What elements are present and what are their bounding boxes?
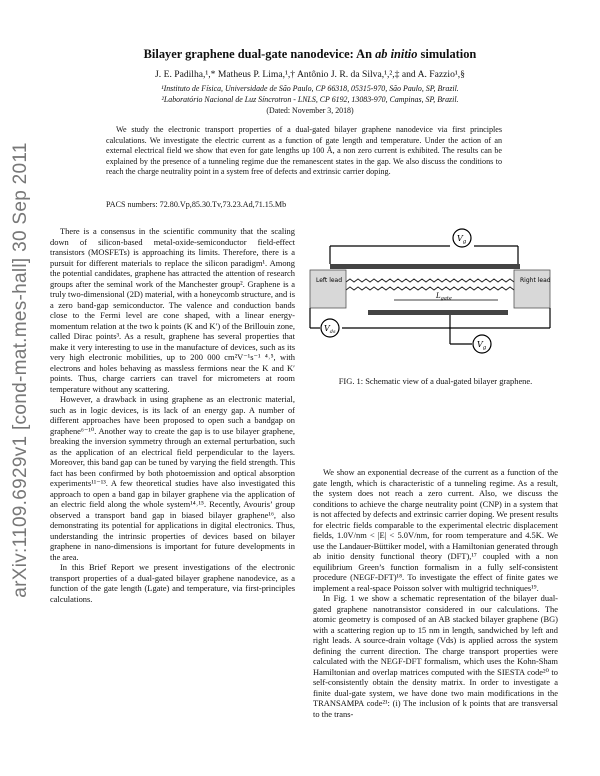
column-left [50, 226, 295, 604]
paragraph: In this Brief Report we present investigations of the electronic transport properties of a dual-gated bilayer graphene nanodevice, as a function of the gate length (Lgate) and temperature, via first-principles calculations. [50, 562, 295, 604]
figure-caption: FIG. 1: Schematic view of a dual-gated bilayer graphene. [338, 376, 533, 386]
authors: J. E. Padilha,¹,* Matheus P. Lima,¹,† Antônio J. R. da Silva,¹,²,‡ and A. Fazzio¹,§ [155, 69, 465, 80]
paragraph: However, a drawback in using graphene as an electronic material, such as in logic devices, is its lack of an energy gap. A number of different approaches have been proposed to open such a bandgap on graphene⁶⁻¹⁰. Another way to create the gap is to use bilayer graphene, breaking the inversion symmetry through an external perturbation, such as the application of an electrical field perpendicular to the layers. Moreover, this band gap can be tuned by varying the field strength. This fact has been confirmed by both photoemission and optical absorption experiments¹¹⁻¹³. A few theoretical studies have also investigated this approach to open a band gap in bilayer graphene via the application of an electric field along the whole system¹⁴˒¹⁵. Recently, Avouris’ group observed a transport band gap in biased bilayer graphene¹⁶, also demonstrating its potential for applications in digital electronics. Thus, understanding the intrinsic properties of devices based on bilayer graphene in nano-dimensions is important for future developments in the area. [50, 394, 295, 562]
paragraph: In Fig. 1 we show a schematic representation of the bilayer dual-gated graphene nanotransistor considered in our calculations. The atomic geometry is composed of an AB stacked bilayer graphene (BG) with a scattering region up to 15 nm in length, sandwiched by left and right leads. A source-drain voltage (Vds) is applied across the system defining the current direction. The charge transport properties were calculated with the NEGF-DFT formalism, which uses the Kohn-Sham Hamiltonian and overlap matrices computed with the SIESTA code²⁰ to self-consistently obtain the density matrix. In order to investigate a finite dual-gate system, we have done two main modifications in the TRANSAMPA code²¹: (i) The inclusion of k points that are transversal to the trans- [313, 593, 558, 719]
top-gate-plate [330, 264, 520, 269]
device-schematic-figure [302, 224, 564, 356]
vg-top-label: $V_g$ [457, 234, 467, 245]
bottom-gate-plate [368, 310, 508, 315]
right-lead [514, 270, 550, 308]
pacs-numbers: PACS numbers: 72.80.Vp,85.30.Tv,73.23.Ad,71.15.Mb [106, 200, 287, 209]
abstract: We study the electronic transport properties of a dual-gated bilayer graphene nanodevice via first principles calculations. We investigate the electric current as a function of gate length and temperature. Under the action of an external electrical field we show that even for gate lengths up 100 Å, a non zero current is exhibited. The results can be explained by the presence of a tunneling regime due the remanescent states in the gap. We also discuss the conditions to reach the charge neutrality point in a system free of defects and extrinsic carrier doping. [106, 125, 502, 177]
vg-bottom-label: $V_g$ [477, 340, 487, 351]
graphene-layer-top [346, 279, 514, 282]
affiliation-2: ²Laboratório Nacional de Luz Síncrotron - LNLS, CP 6192, 13083-970, Campinas, SP, Brazil. [161, 94, 459, 104]
left-lead-label: Left lead [316, 277, 343, 284]
affiliation-1: ¹Instituto de Física, Universidade de São Paulo, CP 66318, 05315-970, São Paulo, SP, Brazil. [161, 84, 459, 93]
graphene-layer-bottom [346, 287, 514, 290]
paper-title: Bilayer graphene dual-gate nanodevice: An ab initio simulation [143, 47, 477, 61]
lgate-label: $L_{gate}$ [436, 292, 452, 302]
column-right [313, 467, 558, 719]
arxiv-stamp: arXiv:1109.6929v1 [cond-mat.mes-hall] 30 Sep 2011 [10, 142, 31, 598]
paragraph: There is a consensus in the scientific community that the scaling down of silicon-based metal-oxide-semiconductor field-effect transistors (MOSFETs) is approaching its limits. Therefore, there is a pursuit for different materials to replace the silicon paradigm¹. Among the potential candidates, graphene has attracted the attention of research groups after the seminal work of the Manchester group². Graphene is a truly two-dimensional (2D) material, with a honeycomb structure, and is a zero band-gap semiconductor. The valence and conduction bands close to the Fermi level are cone shaped, with a linear energy-momentum relation at the two k points (K and K′) of the Brillouin zone, called Dirac points³. As a result, graphene has several properties that make it very interesting to use in the manufacture of devices, such as its very high electronic mobilities, up to 200 000 cm²V⁻¹s⁻¹ ⁴˒⁵, with electrons and holes behaving as massless fermions near the K and K′ points. Thus, charge carriers can travel for micrometers at room temperature without any scattering. [50, 226, 295, 394]
paragraph: We show an exponential decrease of the current as a function of the gate length, which is characteristic of a tunneling regime. As a result, the system does not reach a zero current. Also, we discuss the conditions to achieve the charge neutrality point (CNP) in a system that is not affected by defects and extrinsic carrier doping. We present results for electric fields comparable to the experimental electric displacement fields, 1.0V/nm < |E| < 5.0V/nm, for room temperature and 4.5K. We use the Landauer-Büttiker model, with a Hamiltonian generated through ab initio density functional theory (DFT),¹⁷ coupled with a non equilibrium Green’s function formalism in a fully self-consistent procedure (NEGF-DFT)¹⁸. To investigate the effect of finite gates we implement a real-space Poisson solver with multigrid techniques¹⁹. [313, 467, 559, 593]
dated: (Dated: November 3, 2018) [266, 106, 354, 115]
right-lead-label: Right lead [520, 277, 551, 284]
vds-label: $V_{ds}$ [324, 324, 336, 335]
left-lead [310, 270, 346, 308]
affiliations [60, 84, 560, 105]
